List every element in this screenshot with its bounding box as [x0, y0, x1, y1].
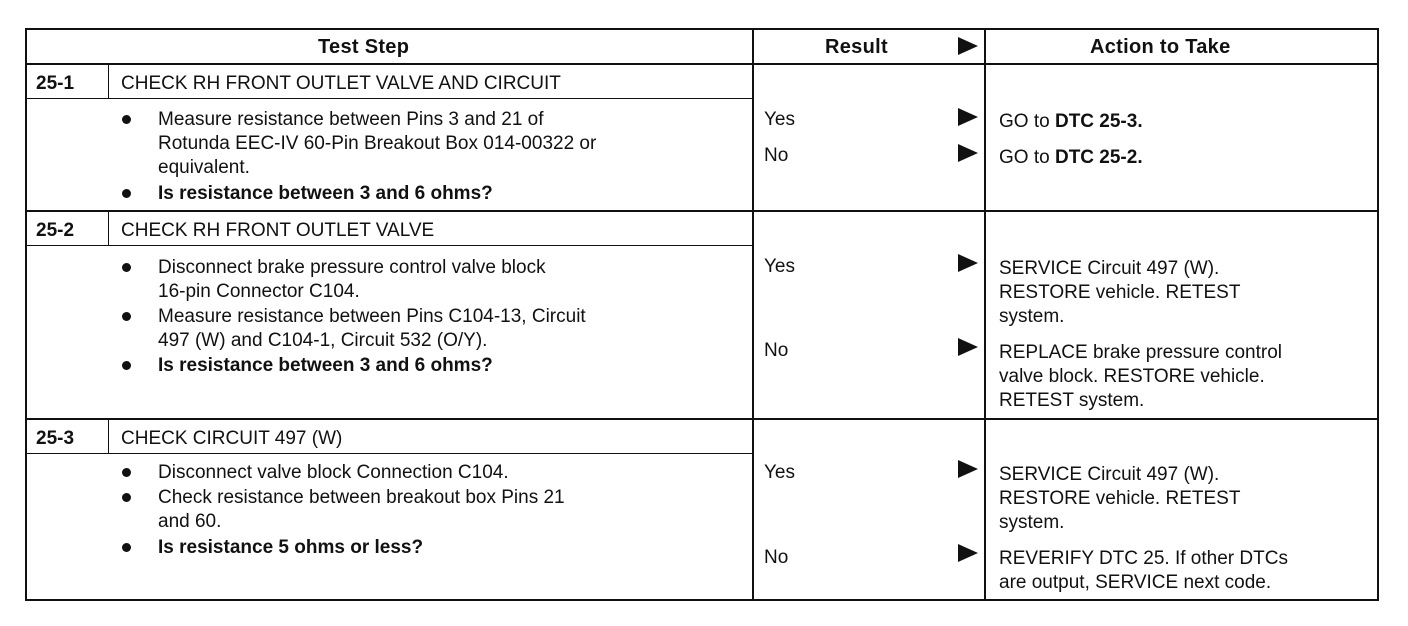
instruction-line: Check resistance between breakout box Pins 21 — [158, 487, 565, 508]
arrow-icon — [958, 108, 978, 126]
header-action: Action to Take — [1090, 36, 1231, 58]
action-line: system. — [999, 512, 1065, 533]
bullet-icon — [122, 312, 131, 321]
instruction-line: Measure resistance between Pins 3 and 21 of — [158, 109, 544, 130]
bullet-icon — [122, 361, 131, 370]
step-title: CHECK CIRCUIT 497 (W) — [121, 428, 343, 449]
step-number: 25-2 — [36, 220, 75, 241]
table-top-border — [25, 28, 1379, 30]
header-arrow-icon — [958, 37, 978, 55]
number-divider — [108, 210, 109, 246]
bullet-icon — [122, 493, 131, 502]
instruction-line: Disconnect valve block Connection C104. — [158, 462, 509, 483]
action-line: RESTORE vehicle. RETEST — [999, 282, 1241, 303]
action-line: RESTORE vehicle. RETEST — [999, 488, 1241, 509]
instruction-line: Rotunda EEC-IV 60-Pin Breakout Box 014-00322 or — [158, 133, 597, 154]
action-line: system. — [999, 306, 1065, 327]
arrow-icon — [958, 544, 978, 562]
action-line: REPLACE brake pressure control — [999, 342, 1283, 363]
bullet-icon — [122, 189, 131, 198]
number-divider — [108, 63, 109, 99]
arrow-icon — [958, 338, 978, 356]
dtc-reference: DTC 25-2. — [1054, 147, 1143, 168]
step-title: CHECK RH FRONT OUTLET VALVE AND CIRCUIT — [121, 73, 561, 94]
result-yes: Yes — [764, 256, 795, 277]
action-text: GO to DTC 25-2. — [999, 147, 1143, 168]
action-line: are output, SERVICE next code. — [999, 572, 1272, 593]
step-title: CHECK RH FRONT OUTLET VALVE — [121, 220, 435, 241]
step-separator — [25, 418, 1379, 420]
arrow-icon — [958, 254, 978, 272]
number-divider — [108, 418, 109, 454]
step-number: 25-3 — [36, 428, 75, 449]
arrow-icon — [958, 144, 978, 162]
action-line: REVERIFY DTC 25. If other DTCs — [999, 548, 1288, 569]
title-row-border — [25, 245, 754, 246]
header-result: Result — [825, 36, 888, 58]
result-no: No — [764, 340, 789, 361]
instruction-line: 497 (W) and C104-1, Circuit 532 (O/Y). — [158, 330, 488, 351]
instruction-question: Is resistance between 3 and 6 ohms? — [158, 183, 493, 204]
action-column-divider — [984, 28, 986, 601]
action-line: RETEST system. — [999, 390, 1145, 411]
instruction-line: 16-pin Connector C104. — [158, 281, 360, 302]
result-no: No — [764, 547, 789, 568]
dtc-reference: DTC 25-3. — [1054, 111, 1143, 132]
step-separator — [25, 210, 1379, 212]
result-column-divider — [752, 28, 754, 601]
action-line: SERVICE Circuit 497 (W). — [999, 464, 1220, 485]
action-text: GO to DTC 25-3. — [999, 111, 1143, 132]
instruction-question: Is resistance 5 ohms or less? — [158, 537, 424, 558]
result-yes: Yes — [764, 462, 795, 483]
header-bottom-border — [25, 63, 1379, 65]
instruction-line: Disconnect brake pressure control valve block — [158, 257, 546, 278]
action-line: valve block. RESTORE vehicle. — [999, 366, 1265, 387]
step-number: 25-1 — [36, 73, 75, 94]
table-bottom-border — [25, 599, 1379, 601]
action-line: SERVICE Circuit 497 (W). — [999, 258, 1220, 279]
instruction-question: Is resistance between 3 and 6 ohms? — [158, 355, 493, 376]
bullet-icon — [122, 543, 131, 552]
arrow-icon — [958, 460, 978, 478]
title-row-border — [25, 98, 754, 99]
header-test-step: Test Step — [318, 36, 410, 58]
instruction-line: and 60. — [158, 511, 222, 532]
table-right-border — [1377, 28, 1379, 601]
result-yes: Yes — [764, 109, 795, 130]
bullet-icon — [122, 263, 131, 272]
title-row-border — [25, 453, 754, 454]
bullet-icon — [122, 468, 131, 477]
table-left-border — [25, 28, 27, 601]
instruction-line: equivalent. — [158, 157, 250, 178]
result-no: No — [764, 145, 789, 166]
bullet-icon — [122, 115, 131, 124]
instruction-line: Measure resistance between Pins C104-13, Circuit — [158, 306, 586, 327]
